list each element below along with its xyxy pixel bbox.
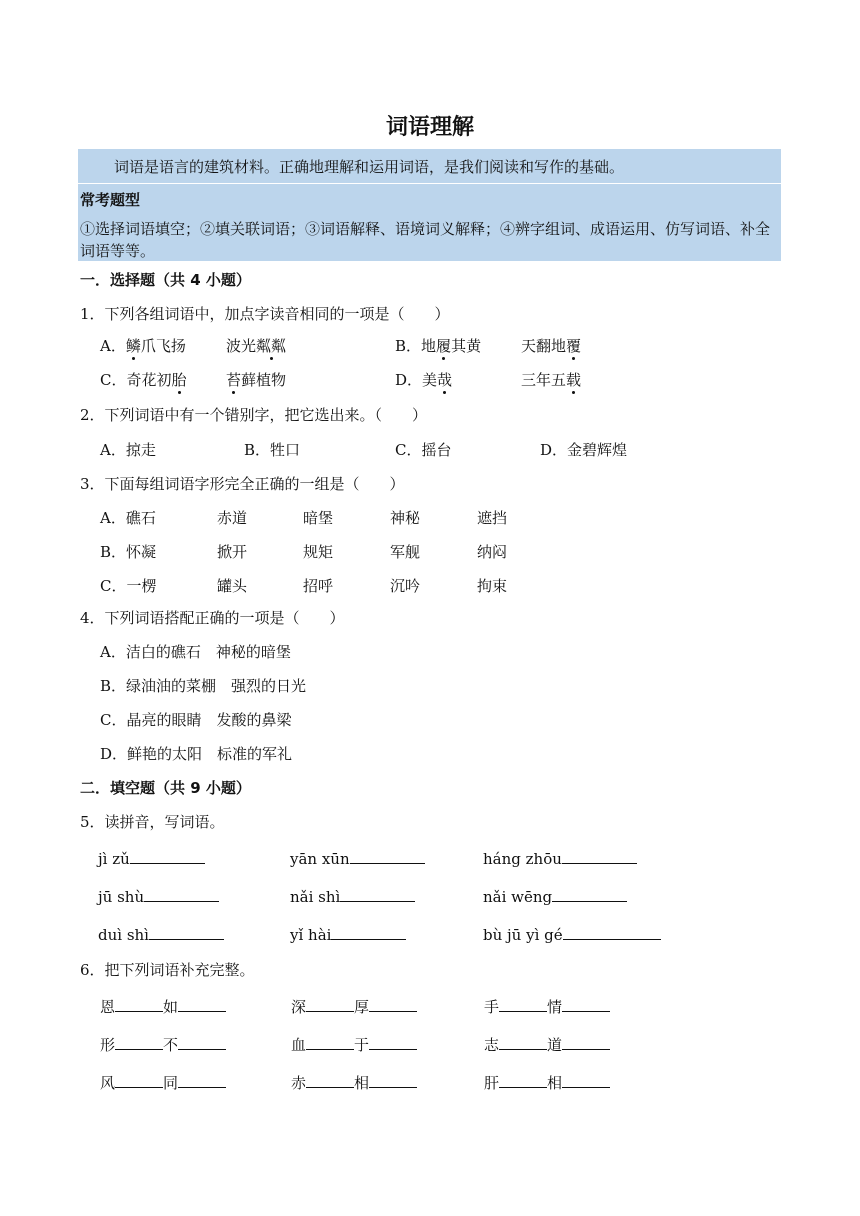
q5-item: duì shì — [98, 924, 224, 945]
q4-option-d: D．鲜艳的太阳 标准的军礼 — [100, 745, 293, 763]
q6-idiom: 形 不 — [100, 1034, 226, 1055]
answer-blank[interactable] — [562, 1072, 610, 1088]
answer-blank[interactable] — [130, 848, 205, 864]
answer-blank[interactable] — [115, 1072, 163, 1088]
q5-item: nǎi wēng — [483, 886, 627, 907]
section-heading-choice: 一．选择题（共 4 小题） — [80, 271, 251, 289]
answer-blank[interactable] — [178, 1034, 226, 1050]
answer-blank[interactable] — [552, 886, 627, 902]
answer-blank[interactable] — [369, 996, 417, 1012]
q2-option-a: A．掠走 — [100, 441, 156, 459]
q2-option-c: C．摇台 — [395, 441, 452, 459]
q1-option-b-word2: 天翻地覆 — [521, 337, 582, 355]
q3-row-c-col1: C．一楞 — [100, 577, 157, 595]
answer-blank[interactable] — [563, 924, 661, 940]
q1-option-d: D．美哉 — [395, 371, 453, 389]
q3-row-c-col2: 罐头 — [217, 577, 248, 595]
q3-row-a-col4: 神秘 — [390, 509, 421, 527]
answer-blank[interactable] — [178, 996, 226, 1012]
q6-idiom: 赤 相 — [291, 1072, 417, 1093]
question-1-stem: 1．下列各组词语中，加点字读音相同的一项是（ ） — [80, 305, 450, 323]
q3-row-a-col2: 赤道 — [217, 509, 248, 527]
question-5-stem: 5．读拼音，写词语。 — [80, 813, 225, 831]
answer-blank[interactable] — [562, 1034, 610, 1050]
q3-row-c-col5: 拘束 — [477, 577, 508, 595]
q4-option-a: A．洁白的礁石 神秘的暗堡 — [100, 643, 291, 661]
answer-blank[interactable] — [306, 1034, 354, 1050]
answer-blank[interactable] — [562, 848, 637, 864]
answer-blank[interactable] — [340, 886, 415, 902]
q6-idiom: 恩 如 — [100, 996, 226, 1017]
q2-option-b: B．牲口 — [244, 441, 301, 459]
answer-blank[interactable] — [149, 924, 224, 940]
answer-blank[interactable] — [144, 886, 219, 902]
q3-row-c-col3: 招呼 — [303, 577, 334, 595]
answer-blank[interactable] — [306, 996, 354, 1012]
answer-blank[interactable] — [350, 848, 425, 864]
q3-row-a-col1: A．礁石 — [100, 509, 156, 527]
q3-row-b-col4: 军舰 — [390, 543, 421, 561]
answer-blank[interactable] — [369, 1072, 417, 1088]
q6-idiom: 深 厚 — [291, 996, 417, 1017]
section-heading-fill: 二．填空题（共 9 小题） — [80, 779, 251, 797]
question-types-text: ①选择词语填空；②填关联词语；③词语解释、语境词义解释；④辨字组词、成语运用、仿写词语、补全词语等等。 — [80, 220, 771, 260]
answer-blank[interactable] — [115, 1034, 163, 1050]
q3-row-b-col2: 掀开 — [217, 543, 248, 561]
q6-idiom: 肝 相 — [484, 1072, 610, 1093]
answer-blank[interactable] — [499, 1034, 547, 1050]
q5-item: háng zhōu — [483, 848, 637, 869]
answer-blank[interactable] — [499, 996, 547, 1012]
q3-row-b-col1: B．怀凝 — [100, 543, 157, 561]
q5-item: jū shù — [98, 886, 219, 907]
q5-item: bù jū yì gé — [483, 924, 661, 945]
intro-text: 词语是语言的建筑材料。正确地理解和运用词语，是我们阅读和写作的基础。 — [114, 158, 625, 176]
q3-row-c-col4: 沉吟 — [390, 577, 421, 595]
answer-blank[interactable] — [178, 1072, 226, 1088]
question-types-heading: 常考题型 — [80, 191, 141, 209]
q5-item: yǐ hài — [290, 924, 406, 945]
answer-blank[interactable] — [115, 996, 163, 1012]
q1-option-d-word2: 三年五载 — [521, 371, 582, 389]
answer-blank[interactable] — [306, 1072, 354, 1088]
q1-option-c: C．奇花初胎 — [100, 371, 187, 389]
page-title: 词语理解 — [385, 115, 474, 140]
q5-item: nǎi shì — [290, 886, 415, 907]
q4-option-c: C．晶亮的眼睛 发酸的鼻梁 — [100, 711, 292, 729]
question-2-stem: 2．下列词语中有一个错别字，把它选出来。（ ） — [80, 406, 428, 424]
q3-row-b-col3: 规矩 — [303, 543, 334, 561]
answer-blank[interactable] — [369, 1034, 417, 1050]
q6-idiom: 血 于 — [291, 1034, 417, 1055]
answer-blank[interactable] — [562, 996, 610, 1012]
q6-idiom: 风 同 — [100, 1072, 226, 1093]
q1-option-a-word2: 波光粼粼 — [226, 337, 287, 355]
q5-item: yān xūn — [290, 848, 425, 869]
answer-blank[interactable] — [331, 924, 406, 940]
question-6-stem: 6．把下列词语补充完整。 — [80, 961, 255, 979]
q1-option-c-word2: 苔藓植物 — [226, 371, 287, 389]
q6-idiom: 手 情 — [484, 996, 610, 1017]
q2-option-d: D．金碧辉煌 — [540, 441, 628, 459]
q3-row-a-col3: 暗堡 — [303, 509, 334, 527]
q3-row-b-col5: 纳闷 — [477, 543, 508, 561]
question-4-stem: 4．下列词语搭配正确的一项是（ ） — [80, 609, 345, 627]
q4-option-b: B．绿油油的菜棚 强烈的日光 — [100, 677, 307, 695]
q1-option-b: B．地履其黄 — [395, 337, 482, 355]
q1-option-a: A．鳞爪飞扬 — [100, 337, 186, 355]
q5-item: jì zǔ — [98, 848, 205, 869]
question-3-stem: 3．下面每组词语字形完全正确的一组是（ ） — [80, 475, 405, 493]
q6-idiom: 志 道 — [484, 1034, 610, 1055]
answer-blank[interactable] — [499, 1072, 547, 1088]
q3-row-a-col5: 遮挡 — [477, 509, 508, 527]
